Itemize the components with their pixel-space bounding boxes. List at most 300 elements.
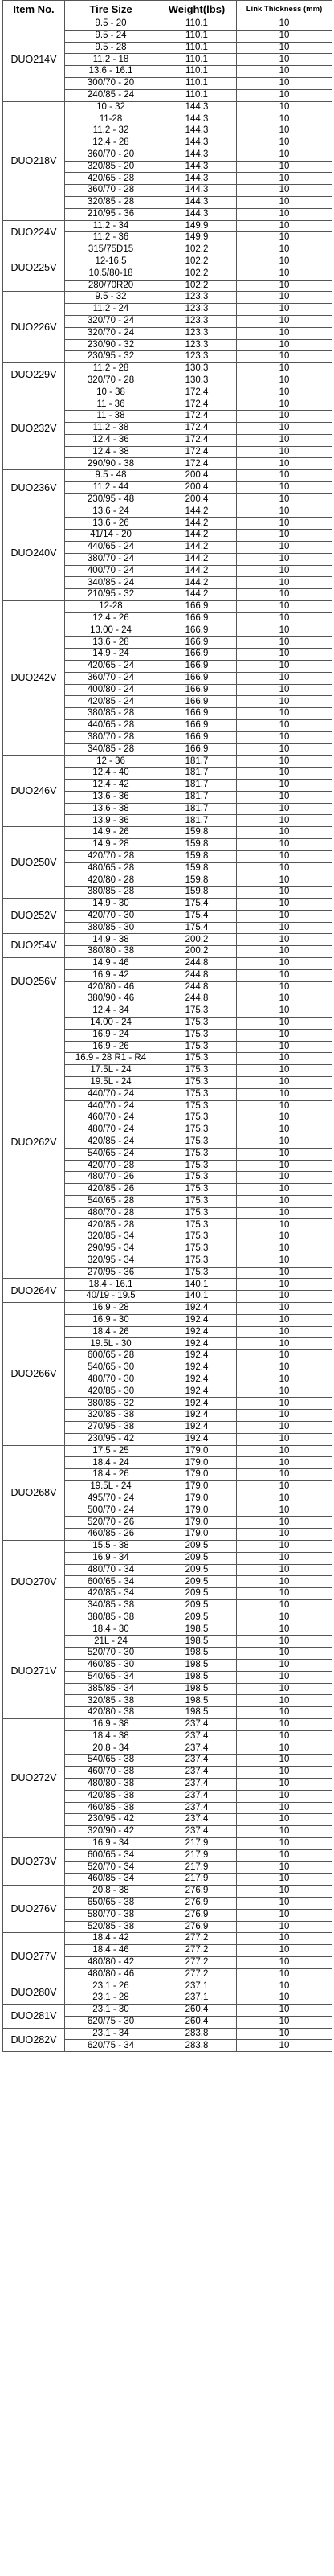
tire-size-cell: 13.6 - 38 [65, 803, 157, 815]
weight-cell: 110.1 [157, 89, 237, 101]
tire-size-cell: 210/95 - 32 [65, 589, 157, 601]
link-thickness-cell: 10 [237, 1612, 332, 1624]
link-thickness-cell: 10 [237, 1671, 332, 1683]
tire-size-cell: 420/85 - 38 [65, 1790, 157, 1802]
weight-cell: 144.3 [157, 208, 237, 220]
link-thickness-cell: 10 [237, 969, 332, 981]
table-row [3, 1624, 332, 1636]
tire-size-cell: 340/85 - 38 [65, 1599, 157, 1612]
weight-cell: 144.3 [157, 161, 237, 173]
tire-size-cell: 320/85 - 38 [65, 1695, 157, 1707]
item-number-cell: DUO271V [3, 1624, 65, 1718]
weight-cell: 198.5 [157, 1659, 237, 1671]
weight-cell: 179.0 [157, 1493, 237, 1505]
tire-size-cell: 13.6 - 24 [65, 506, 157, 518]
weight-cell: 209.5 [157, 1564, 237, 1576]
weight-cell: 172.4 [157, 411, 237, 423]
tire-size-cell: 16.9 - 38 [65, 1718, 157, 1730]
weight-cell: 237.4 [157, 1730, 237, 1743]
link-thickness-cell: 10 [237, 768, 332, 780]
tire-size-cell: 10 - 38 [65, 387, 157, 399]
link-thickness-cell: 10 [237, 363, 332, 375]
link-thickness-cell: 10 [237, 850, 332, 862]
link-thickness-cell: 10 [237, 625, 332, 637]
weight-cell: 198.5 [157, 1636, 237, 1648]
link-thickness-cell: 10 [237, 743, 332, 756]
link-thickness-cell: 10 [237, 1897, 332, 1909]
weight-cell: 123.3 [157, 339, 237, 351]
tire-size-cell: 12.4 - 38 [65, 446, 157, 458]
weight-cell: 198.5 [157, 1624, 237, 1636]
weight-cell: 110.1 [157, 18, 237, 31]
tire-size-cell: 290/90 - 38 [65, 458, 157, 470]
item-number-cell: DUO264V [3, 1279, 65, 1303]
table-row [3, 1541, 332, 1553]
weight-cell: 244.8 [157, 993, 237, 1005]
tire-size-cell: 650/65 - 38 [65, 1897, 157, 1909]
weight-cell: 192.4 [157, 1410, 237, 1422]
tire-size-cell: 500/70 - 24 [65, 1505, 157, 1517]
link-thickness-cell: 10 [237, 1088, 332, 1100]
tire-size-cell: 460/85 - 38 [65, 1802, 157, 1814]
weight-cell: 198.5 [157, 1695, 237, 1707]
link-thickness-cell: 10 [237, 530, 332, 542]
weight-cell: 159.8 [157, 887, 237, 899]
tire-size-cell: 460/85 - 34 [65, 1874, 157, 1886]
link-thickness-cell: 10 [237, 957, 332, 969]
weight-cell: 166.9 [157, 708, 237, 720]
weight-cell: 175.3 [157, 1088, 237, 1100]
link-thickness-cell: 10 [237, 268, 332, 280]
weight-cell: 166.9 [157, 625, 237, 637]
weight-cell: 175.3 [157, 1136, 237, 1148]
weight-cell: 175.3 [157, 1053, 237, 1065]
header-link-thickness: Link Thickness (mm) [237, 1, 332, 18]
link-thickness-cell: 10 [237, 1219, 332, 1231]
link-thickness-cell: 10 [237, 1076, 332, 1088]
weight-cell: 175.3 [157, 1148, 237, 1160]
tire-size-cell: 520/85 - 38 [65, 1921, 157, 1933]
tire-size-cell: 18.4 - 38 [65, 1730, 157, 1743]
item-number-cell: DUO281V [3, 2005, 65, 2029]
tire-size-cell: 385/85 - 34 [65, 1683, 157, 1695]
weight-cell: 172.4 [157, 387, 237, 399]
tire-size-cell: 16.9 - 26 [65, 1041, 157, 1053]
tire-size-cell: 620/75 - 30 [65, 2016, 157, 2028]
item-number-cell: DUO226V [3, 292, 65, 363]
link-thickness-cell: 10 [237, 1017, 332, 1029]
link-thickness-cell: 10 [237, 1136, 332, 1148]
link-thickness-cell: 10 [237, 1398, 332, 1410]
weight-cell: 260.4 [157, 2016, 237, 2028]
link-thickness-cell: 10 [237, 1564, 332, 1576]
tire-size-cell: 480/70 - 30 [65, 1374, 157, 1386]
weight-cell: 217.9 [157, 1874, 237, 1886]
link-thickness-cell: 10 [237, 482, 332, 494]
weight-cell: 179.0 [157, 1505, 237, 1517]
link-thickness-cell: 10 [237, 470, 332, 482]
weight-cell: 209.5 [157, 1552, 237, 1564]
link-thickness-cell: 10 [237, 89, 332, 101]
weight-cell: 140.1 [157, 1291, 237, 1303]
link-thickness-cell: 10 [237, 1636, 332, 1648]
link-thickness-cell: 10 [237, 30, 332, 42]
tire-size-cell: 11.2 - 34 [65, 220, 157, 232]
item-number-cell: DUO268V [3, 1445, 65, 1540]
tire-size-cell: 420/70 - 28 [65, 850, 157, 862]
item-number-cell: DUO266V [3, 1303, 65, 1446]
tire-size-cell: 495/70 - 24 [65, 1493, 157, 1505]
link-thickness-cell: 10 [237, 1172, 332, 1184]
tire-size-cell: 360/70 - 20 [65, 149, 157, 161]
weight-cell: 166.9 [157, 731, 237, 743]
table-row [3, 601, 332, 613]
link-thickness-cell: 10 [237, 1992, 332, 2005]
tire-size-cell: 420/85 - 26 [65, 1184, 157, 1196]
table-header [3, 1, 332, 18]
tire-size-cell: 340/85 - 28 [65, 743, 157, 756]
item-number-cell: DUO277V [3, 1933, 65, 1980]
item-number-cell: DUO214V [3, 18, 65, 102]
weight-cell: 172.4 [157, 446, 237, 458]
weight-cell: 149.9 [157, 232, 237, 244]
link-thickness-cell: 10 [237, 887, 332, 899]
tire-size-cell: 380/70 - 28 [65, 731, 157, 743]
tire-size-cell: 17.5L - 24 [65, 1065, 157, 1077]
link-thickness-cell: 10 [237, 1707, 332, 1719]
weight-cell: 277.2 [157, 1945, 237, 1957]
weight-cell: 192.4 [157, 1303, 237, 1315]
tire-size-cell: 9.5 - 28 [65, 42, 157, 54]
weight-cell: 166.9 [157, 720, 237, 732]
weight-cell: 237.4 [157, 1802, 237, 1814]
table-row [3, 363, 332, 375]
weight-cell: 175.3 [157, 1160, 237, 1172]
tire-size-cell: 460/70 - 24 [65, 1112, 157, 1124]
weight-cell: 144.3 [157, 196, 237, 208]
table-row [3, 2028, 332, 2040]
item-number-cell: DUO232V [3, 387, 65, 470]
tire-size-cell: 460/85 - 26 [65, 1529, 157, 1541]
link-thickness-cell: 10 [237, 2016, 332, 2028]
weight-cell: 276.9 [157, 1921, 237, 1933]
tire-size-cell: 12.4 - 40 [65, 768, 157, 780]
link-thickness-cell: 10 [237, 66, 332, 78]
weight-cell: 175.3 [157, 1195, 237, 1207]
link-thickness-cell: 10 [237, 910, 332, 922]
tire-size-cell: 520/70 - 30 [65, 1648, 157, 1660]
weight-cell: 237.1 [157, 1992, 237, 2005]
table-row [3, 18, 332, 31]
table-row [3, 1303, 332, 1315]
tire-size-cell: 400/80 - 24 [65, 684, 157, 696]
item-number-cell: DUO242V [3, 601, 65, 756]
tire-size-cell: 14.9 - 38 [65, 934, 157, 946]
weight-cell: 192.4 [157, 1314, 237, 1326]
link-thickness-cell: 10 [237, 1956, 332, 1968]
weight-cell: 144.3 [157, 173, 237, 185]
tire-size-cell: 320/90 - 42 [65, 1826, 157, 1838]
tire-size-cell: 380/80 - 38 [65, 946, 157, 958]
link-thickness-cell: 10 [237, 1469, 332, 1481]
weight-cell: 192.4 [157, 1374, 237, 1386]
link-thickness-cell: 10 [237, 601, 332, 613]
tire-size-cell: 460/70 - 38 [65, 1767, 157, 1779]
weight-cell: 166.9 [157, 696, 237, 708]
weight-cell: 159.8 [157, 874, 237, 887]
tire-size-cell: 9.5 - 32 [65, 292, 157, 304]
tire-size-cell: 420/85 - 24 [65, 1136, 157, 1148]
tire-size-cell: 320/70 - 24 [65, 327, 157, 339]
weight-cell: 166.9 [157, 661, 237, 673]
link-thickness-cell: 10 [237, 244, 332, 256]
weight-cell: 276.9 [157, 1909, 237, 1921]
link-thickness-cell: 10 [237, 220, 332, 232]
item-number-cell: DUO252V [3, 898, 65, 933]
weight-cell: 244.8 [157, 981, 237, 993]
weight-cell: 192.4 [157, 1338, 237, 1350]
item-number-cell: DUO270V [3, 1541, 65, 1624]
tire-size-cell: 320/70 - 24 [65, 315, 157, 327]
weight-cell: 144.2 [157, 553, 237, 565]
link-thickness-cell: 10 [237, 493, 332, 506]
weight-cell: 276.9 [157, 1897, 237, 1909]
tire-size-cell: 23.1 - 30 [65, 2005, 157, 2017]
link-thickness-cell: 10 [237, 1874, 332, 1886]
link-thickness-cell: 10 [237, 1648, 332, 1660]
link-thickness-cell: 10 [237, 518, 332, 530]
weight-cell: 144.2 [157, 518, 237, 530]
tire-size-cell: 320/85 - 20 [65, 161, 157, 173]
tire-size-cell: 40/19 - 19.5 [65, 1291, 157, 1303]
tire-size-cell: 420/70 - 30 [65, 910, 157, 922]
link-thickness-cell: 10 [237, 696, 332, 708]
link-thickness-cell: 10 [237, 1410, 332, 1422]
weight-cell: 123.3 [157, 292, 237, 304]
weight-cell: 175.3 [157, 1029, 237, 1041]
link-thickness-cell: 10 [237, 506, 332, 518]
weight-cell: 175.3 [157, 1100, 237, 1112]
link-thickness-cell: 10 [237, 375, 332, 387]
link-thickness-cell: 10 [237, 1921, 332, 1933]
tire-size-cell: 14.9 - 46 [65, 957, 157, 969]
link-thickness-cell: 10 [237, 18, 332, 31]
link-thickness-cell: 10 [237, 756, 332, 768]
table-row [3, 292, 332, 304]
weight-cell: 175.3 [157, 1255, 237, 1267]
tire-size-cell: 320/85 - 28 [65, 196, 157, 208]
link-thickness-cell: 10 [237, 113, 332, 125]
tire-size-cell: 320/70 - 28 [65, 375, 157, 387]
weight-cell: 102.2 [157, 256, 237, 268]
link-thickness-cell: 10 [237, 1195, 332, 1207]
link-thickness-cell: 10 [237, 1493, 332, 1505]
tire-size-cell: 270/95 - 36 [65, 1267, 157, 1279]
weight-cell: 172.4 [157, 458, 237, 470]
header-item-no: Item No. [3, 1, 65, 18]
table-row [3, 957, 332, 969]
weight-cell: 237.4 [157, 1767, 237, 1779]
link-thickness-cell: 10 [237, 351, 332, 363]
weight-cell: 179.0 [157, 1481, 237, 1493]
tire-size-cell: 320/95 - 34 [65, 1255, 157, 1267]
weight-cell: 200.2 [157, 946, 237, 958]
link-thickness-cell: 10 [237, 304, 332, 316]
link-thickness-cell: 10 [237, 1790, 332, 1802]
link-thickness-cell: 10 [237, 256, 332, 268]
weight-cell: 123.3 [157, 351, 237, 363]
tire-size-cell: 18.4 - 46 [65, 1945, 157, 1957]
link-thickness-cell: 10 [237, 672, 332, 684]
table-row [3, 506, 332, 518]
weight-cell: 192.4 [157, 1398, 237, 1410]
tire-size-cell: 13.6 - 16.1 [65, 66, 157, 78]
weight-cell: 144.3 [157, 101, 237, 113]
link-thickness-cell: 10 [237, 2040, 332, 2052]
link-thickness-cell: 10 [237, 1730, 332, 1743]
link-thickness-cell: 10 [237, 637, 332, 649]
header-tire-size: Tire Size [65, 1, 157, 18]
tire-size-cell: 230/90 - 32 [65, 339, 157, 351]
tire-size-cell: 11.2 - 24 [65, 304, 157, 316]
weight-cell: 144.3 [157, 185, 237, 197]
weight-cell: 175.3 [157, 1231, 237, 1243]
weight-cell: 209.5 [157, 1588, 237, 1600]
link-thickness-cell: 10 [237, 791, 332, 803]
table-row [3, 1718, 332, 1730]
weight-cell: 144.2 [157, 565, 237, 577]
weight-cell: 181.7 [157, 791, 237, 803]
tire-size-cell: 290/95 - 34 [65, 1243, 157, 1255]
tire-size-cell: 600/65 - 28 [65, 1350, 157, 1362]
tire-size-cell: 19.5L - 30 [65, 1338, 157, 1350]
link-thickness-cell: 10 [237, 1326, 332, 1338]
weight-cell: 181.7 [157, 780, 237, 792]
table-row [3, 1933, 332, 1945]
tire-size-cell: 20.8 - 34 [65, 1743, 157, 1755]
link-thickness-cell: 10 [237, 339, 332, 351]
link-thickness-cell: 10 [237, 1433, 332, 1445]
link-thickness-cell: 10 [237, 934, 332, 946]
link-thickness-cell: 10 [237, 1291, 332, 1303]
item-number-cell: DUO229V [3, 363, 65, 387]
tire-chain-spec-table [2, 0, 332, 2052]
table-row [3, 1980, 332, 1992]
tire-size-cell: 18.4 - 42 [65, 1933, 157, 1945]
link-thickness-cell: 10 [237, 1909, 332, 1921]
table-row [3, 244, 332, 256]
weight-cell: 237.4 [157, 1790, 237, 1802]
weight-cell: 200.4 [157, 470, 237, 482]
link-thickness-cell: 10 [237, 553, 332, 565]
weight-cell: 192.4 [157, 1362, 237, 1374]
tire-size-cell: 10 - 32 [65, 101, 157, 113]
weight-cell: 130.3 [157, 375, 237, 387]
weight-cell: 149.9 [157, 220, 237, 232]
link-thickness-cell: 10 [237, 827, 332, 839]
link-thickness-cell: 10 [237, 1695, 332, 1707]
link-thickness-cell: 10 [237, 196, 332, 208]
link-thickness-cell: 10 [237, 612, 332, 625]
link-thickness-cell: 10 [237, 149, 332, 161]
tire-size-cell: 16.9 - 34 [65, 1552, 157, 1564]
tire-size-cell: 380/85 - 38 [65, 1612, 157, 1624]
weight-cell: 144.3 [157, 113, 237, 125]
tire-size-cell: 16.9 - 24 [65, 1029, 157, 1041]
weight-cell: 159.8 [157, 827, 237, 839]
weight-cell: 166.9 [157, 743, 237, 756]
link-thickness-cell: 10 [237, 862, 332, 874]
tire-size-cell: 13.00 - 24 [65, 625, 157, 637]
weight-cell: 166.9 [157, 637, 237, 649]
tire-size-cell: 19.5L - 24 [65, 1481, 157, 1493]
header-row [3, 1, 332, 18]
link-thickness-cell: 10 [237, 280, 332, 292]
tire-size-cell: 11.2 - 18 [65, 54, 157, 66]
tire-size-cell: 11.2 - 44 [65, 482, 157, 494]
tire-size-cell: 18.4 - 26 [65, 1469, 157, 1481]
link-thickness-cell: 10 [237, 731, 332, 743]
tire-size-cell: 12-28 [65, 601, 157, 613]
tire-size-cell: 23.1 - 26 [65, 1980, 157, 1992]
tire-size-cell: 11.2 - 32 [65, 125, 157, 137]
table-row [3, 827, 332, 839]
table-row [3, 934, 332, 946]
tire-size-cell: 240/85 - 24 [65, 89, 157, 101]
link-thickness-cell: 10 [237, 1314, 332, 1326]
weight-cell: 123.3 [157, 315, 237, 327]
table-row [3, 470, 332, 482]
link-thickness-cell: 10 [237, 803, 332, 815]
link-thickness-cell: 10 [237, 1267, 332, 1279]
tire-size-cell: 340/85 - 24 [65, 577, 157, 589]
link-thickness-cell: 10 [237, 1767, 332, 1779]
weight-cell: 283.8 [157, 2028, 237, 2040]
link-thickness-cell: 10 [237, 684, 332, 696]
tire-size-cell: 230/95 - 32 [65, 351, 157, 363]
link-thickness-cell: 10 [237, 387, 332, 399]
link-thickness-cell: 10 [237, 1445, 332, 1457]
tire-size-cell: 620/75 - 34 [65, 2040, 157, 2052]
link-thickness-cell: 10 [237, 434, 332, 446]
item-number-cell: DUO218V [3, 101, 65, 220]
weight-cell: 217.9 [157, 1861, 237, 1874]
link-thickness-cell: 10 [237, 292, 332, 304]
tire-size-cell: 12.4 - 26 [65, 612, 157, 625]
tire-size-cell: 420/65 - 24 [65, 661, 157, 673]
weight-cell: 217.9 [157, 1837, 237, 1849]
weight-cell: 175.3 [157, 1219, 237, 1231]
link-thickness-cell: 10 [237, 77, 332, 89]
tire-size-cell: 380/85 - 30 [65, 922, 157, 934]
tire-size-cell: 420/80 - 38 [65, 1707, 157, 1719]
weight-cell: 179.0 [157, 1517, 237, 1529]
weight-cell: 110.1 [157, 77, 237, 89]
tire-size-cell: 280/70R20 [65, 280, 157, 292]
weight-cell: 172.4 [157, 434, 237, 446]
weight-cell: 192.4 [157, 1326, 237, 1338]
link-thickness-cell: 10 [237, 1207, 332, 1219]
weight-cell: 179.0 [157, 1529, 237, 1541]
tire-size-cell: 480/80 - 46 [65, 1968, 157, 1980]
tire-size-cell: 12.4 - 42 [65, 780, 157, 792]
tire-size-cell: 440/65 - 28 [65, 720, 157, 732]
tire-size-cell: 440/70 - 24 [65, 1100, 157, 1112]
weight-cell: 198.5 [157, 1671, 237, 1683]
tire-size-cell: 20.8 - 38 [65, 1886, 157, 1898]
link-thickness-cell: 10 [237, 1683, 332, 1695]
link-thickness-cell: 10 [237, 1517, 332, 1529]
